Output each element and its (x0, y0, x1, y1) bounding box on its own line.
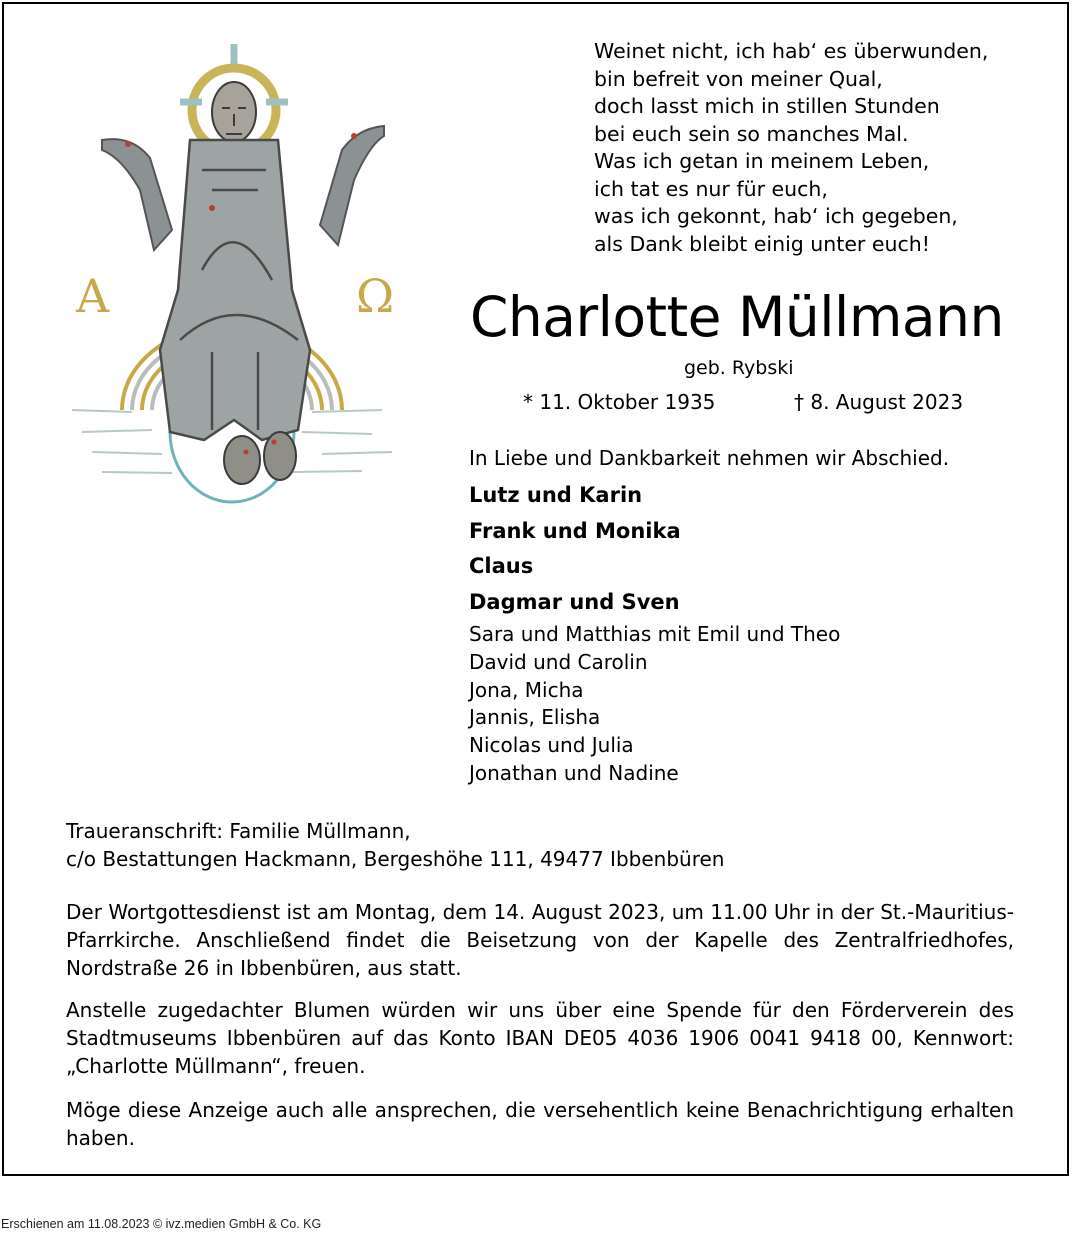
donation-paragraph: Anstelle zugedachter Blumen würden wir uns über eine Spende für den Förderverein des Stadtmuseums Ibbenbüren auf das Konto IBAN DE05 4036 1906 0041 9418 00, Kennwort: „Charlotte Müllmann“, freuen. (66, 998, 1014, 1078)
mourner-entry: Frank und Monika (469, 518, 681, 543)
birth-date: * 11. Oktober 1935 (523, 390, 716, 414)
death-date: † 8. August 2023 (794, 390, 964, 414)
grandchild-entry: Jona, Micha (469, 677, 584, 702)
poem-line: bin befreit von meiner Qual, (594, 66, 883, 91)
address-line: c/o Bestattungen Hackmann, Bergeshöhe 111, 49477 Ibbenbüren (66, 847, 725, 871)
poem-line: was ich gekonnt, hab‘ ich gegeben, (594, 204, 958, 228)
service-info-paragraph: Der Wortgottesdienst ist am Montag, dem 14. August 2023, um 11.00 Uhr in der St.-Mauritius-Pfarrkirche. Anschließend findet die Beisetzung von der Kapelle des Zentralfriedhofes, Nordstraße 26 in Ibbenbüren, aus statt. (66, 900, 1014, 980)
mourners-grandchildren-list (469, 621, 840, 788)
obituary-card (2, 2, 1069, 1176)
birth-name: geb. Rybski (684, 357, 794, 379)
grandchild-entry: Jonathan und Nadine (469, 760, 679, 785)
address-line: Traueranschrift: Familie Müllmann, (66, 819, 411, 843)
grandchild-entry: Sara und Matthias mit Emil und Theo (469, 622, 841, 646)
poem (594, 38, 988, 258)
mourner-entry: Claus (469, 554, 534, 578)
poem-line: Was ich getan in meinem Leben, (594, 149, 930, 173)
poem-line: ich tat es nur für euch, (594, 176, 828, 201)
mourners-main-list (469, 478, 681, 620)
mourner-entry: Lutz und Karin (469, 483, 643, 507)
grandchild-entry: David und Carolin (469, 649, 648, 674)
christ-mosaic-image (62, 40, 402, 510)
mourner-entry: Dagmar und Sven (469, 589, 680, 614)
closing-paragraph: Möge diese Anzeige auch alle ansprechen, die versehentlich keine Benachrichtigung erhalten haben. (66, 1098, 1014, 1150)
poem-line: doch lasst mich in stillen Stunden (594, 94, 940, 118)
poem-line: Weinet nicht, ich hab‘ es überwunden, (594, 39, 989, 63)
farewell-text: In Liebe und Dankbarkeit nehmen wir Abschied. (469, 446, 950, 470)
mourning-address (66, 817, 724, 873)
grandchild-entry: Jannis, Elisha (469, 705, 601, 730)
deceased-name: Charlotte Müllmann (470, 285, 1004, 349)
alpha-letter: Α (76, 269, 110, 323)
omega-letter: Ω (356, 269, 395, 323)
poem-line: als Dank bleibt einig unter euch! (594, 231, 930, 256)
publication-footer: Erschienen am 11.08.2023 © ivz.medien GmbH & Co. KG (1, 1217, 322, 1231)
poem-line: bei euch sein so manches Mal. (594, 121, 909, 146)
grandchild-entry: Nicolas und Julia (469, 733, 634, 758)
